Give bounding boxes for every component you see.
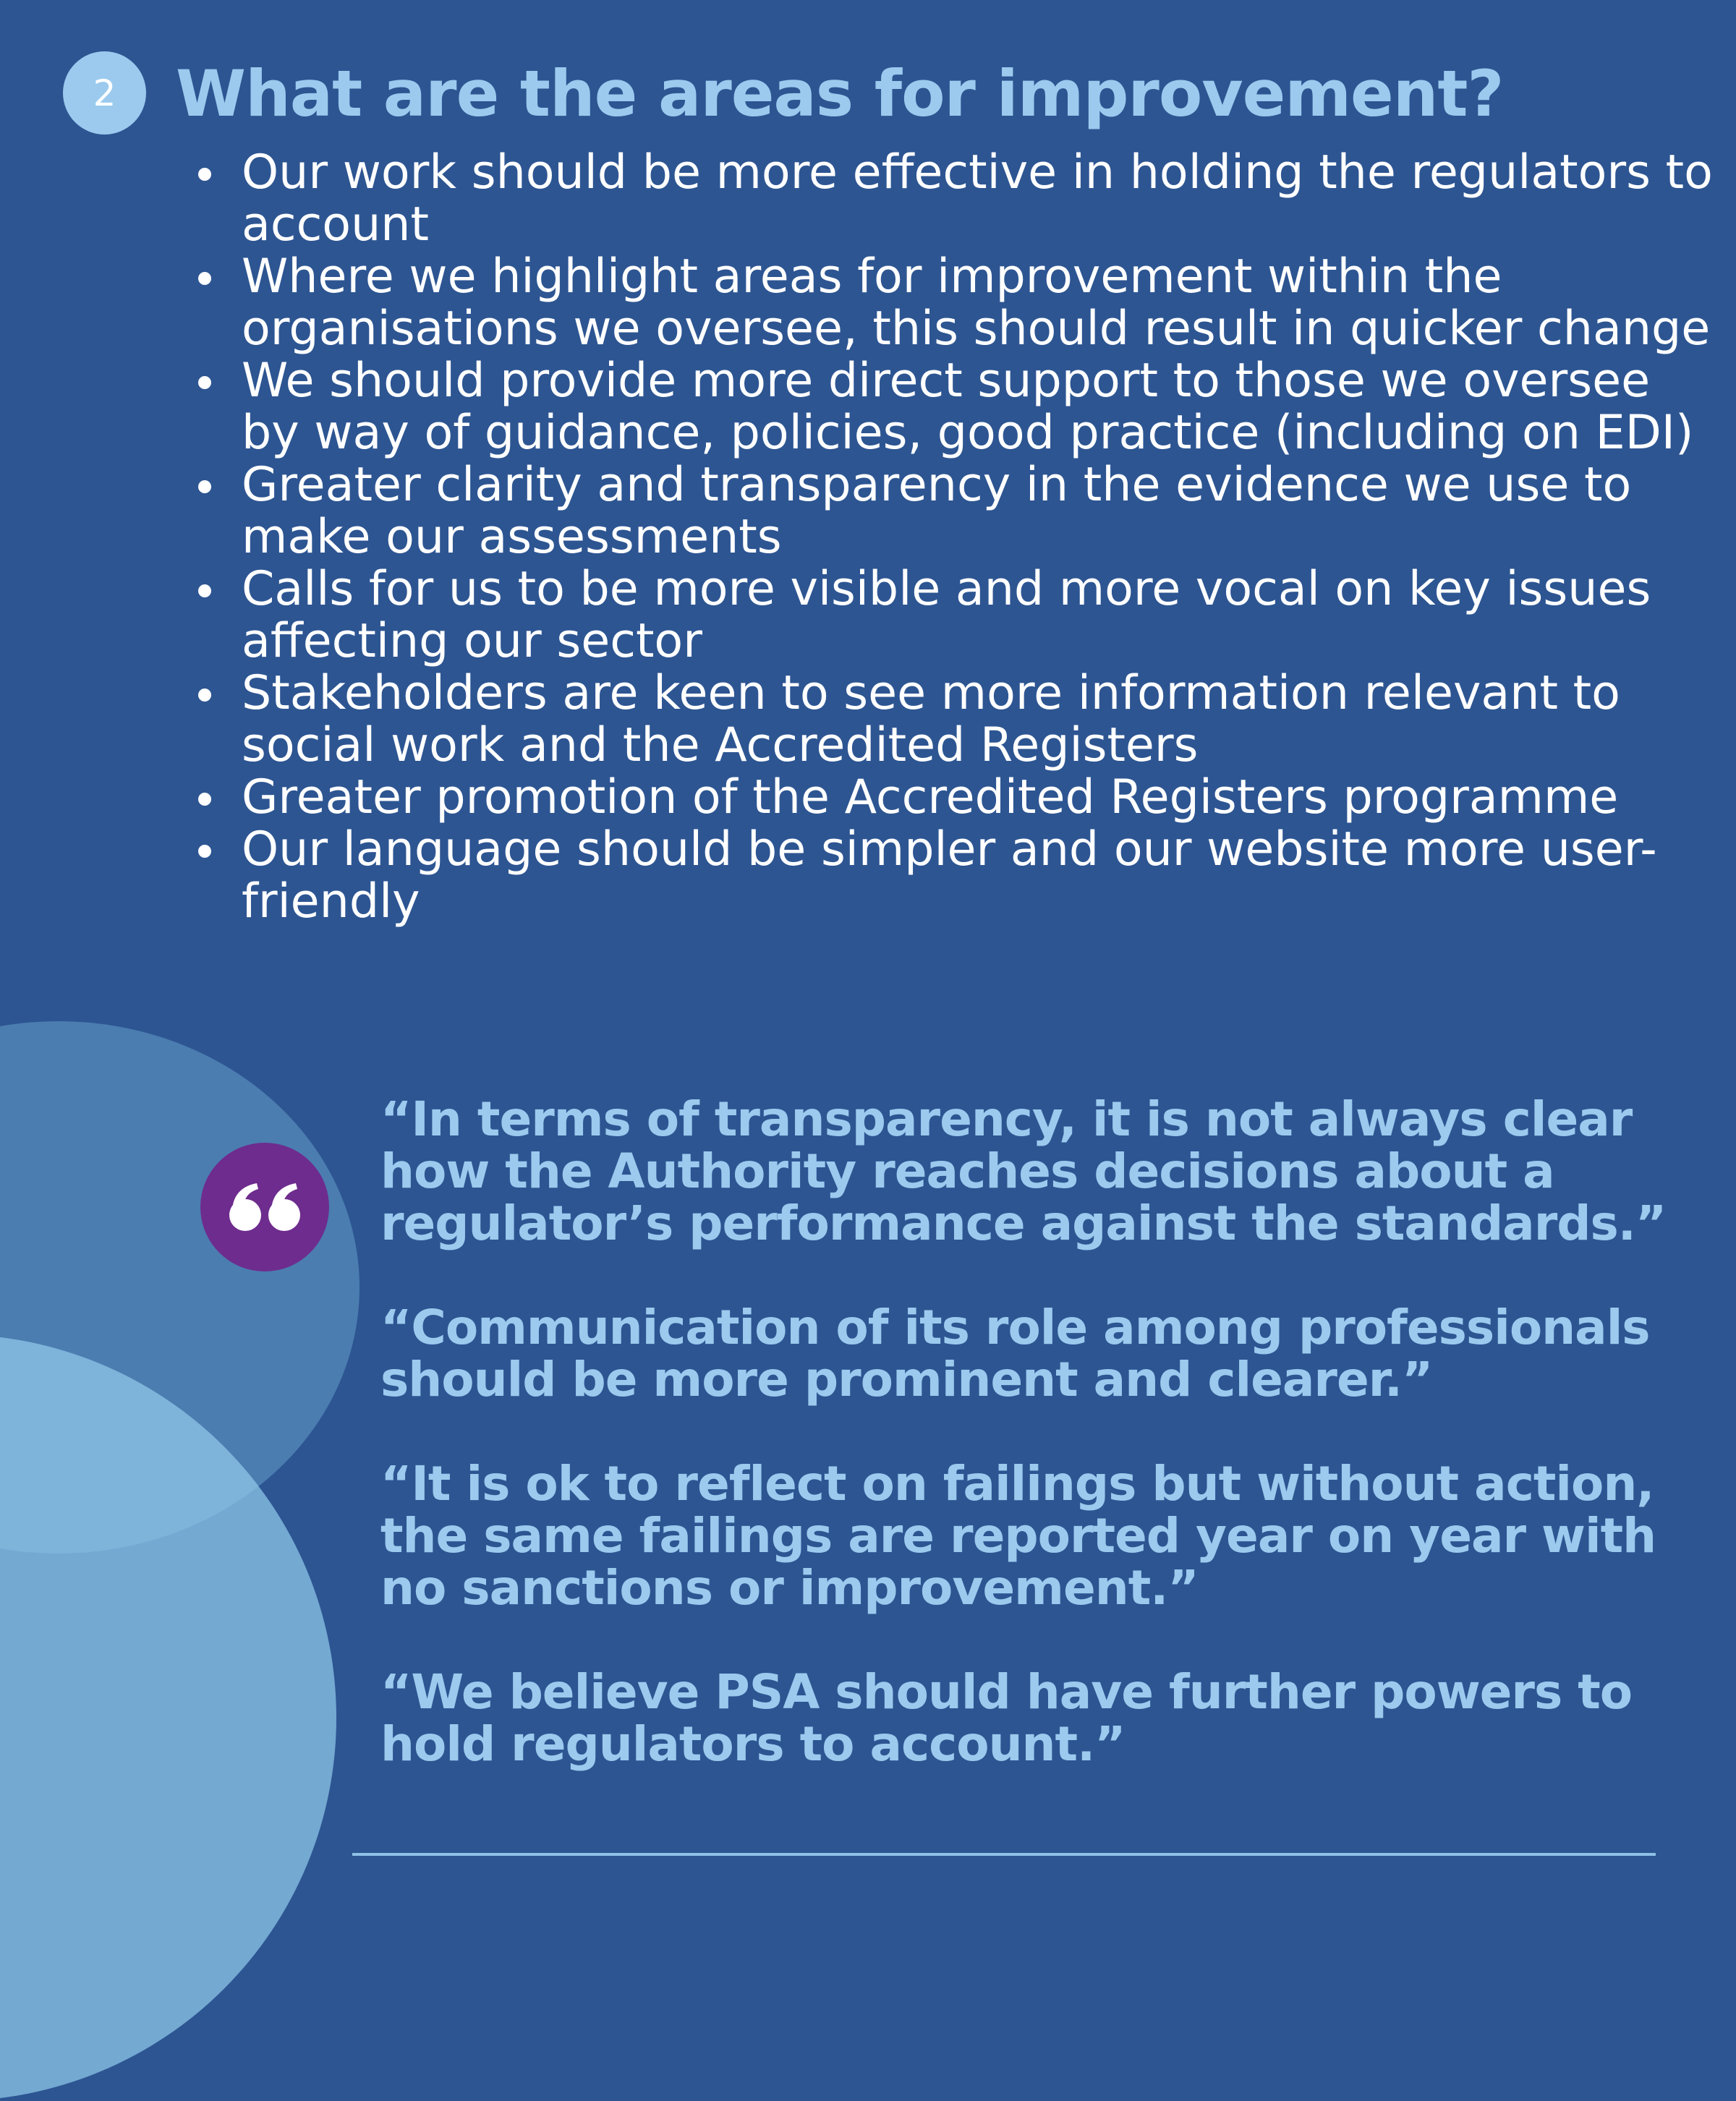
- section-number-badge: 2: [63, 51, 146, 135]
- quote-text: “It is ok to reflect on failings but without action, the same failings are reported year on year with no sanctions or improvement.”: [380, 1456, 1656, 1616]
- list-item: Our language should be simpler and our website more user-friendly: [190, 824, 1716, 928]
- list-item: We should provide more direct support to those we oversee by way of guidance, policies, good practice (including on EDI): [190, 355, 1716, 459]
- quotes-block: [380, 1091, 1682, 1823]
- list-item: Our work should be more effective in holding the regulators to account: [190, 147, 1716, 251]
- improvement-list: [190, 147, 1716, 928]
- list-item: Where we highlight areas for improvement within the organisations we oversee, this should result in quicker change: [190, 251, 1716, 355]
- quote-mark-icon: [229, 1183, 302, 1232]
- list-item: Calls for us to be more visible and more vocal on key issues affecting our sector: [190, 563, 1716, 668]
- quote-text: “Communication of its role among professionals should be more prominent and clearer.”: [380, 1300, 1650, 1407]
- quote-badge: [200, 1143, 329, 1271]
- list-item: Greater promotion of the Accredited Registers programme: [190, 772, 1716, 824]
- list-item: Greater clarity and transparency in the evidence we use to make our assessments: [190, 459, 1716, 563]
- divider-line: [352, 1853, 1656, 1856]
- quote-text: “We believe PSA should have further powers to hold regulators to account.”: [380, 1664, 1633, 1772]
- section-title: What are the areas for improvement?: [176, 56, 1504, 131]
- quote-text: “In terms of transparency, it is not always clear how the Authority reaches decisions about a regulator’s performance against the standards.”: [380, 1091, 1667, 1251]
- list-item: Stakeholders are keen to see more information relevant to social work and the Accredited Registers: [190, 668, 1716, 772]
- decorative-circle-overlap: [0, 1021, 359, 1554]
